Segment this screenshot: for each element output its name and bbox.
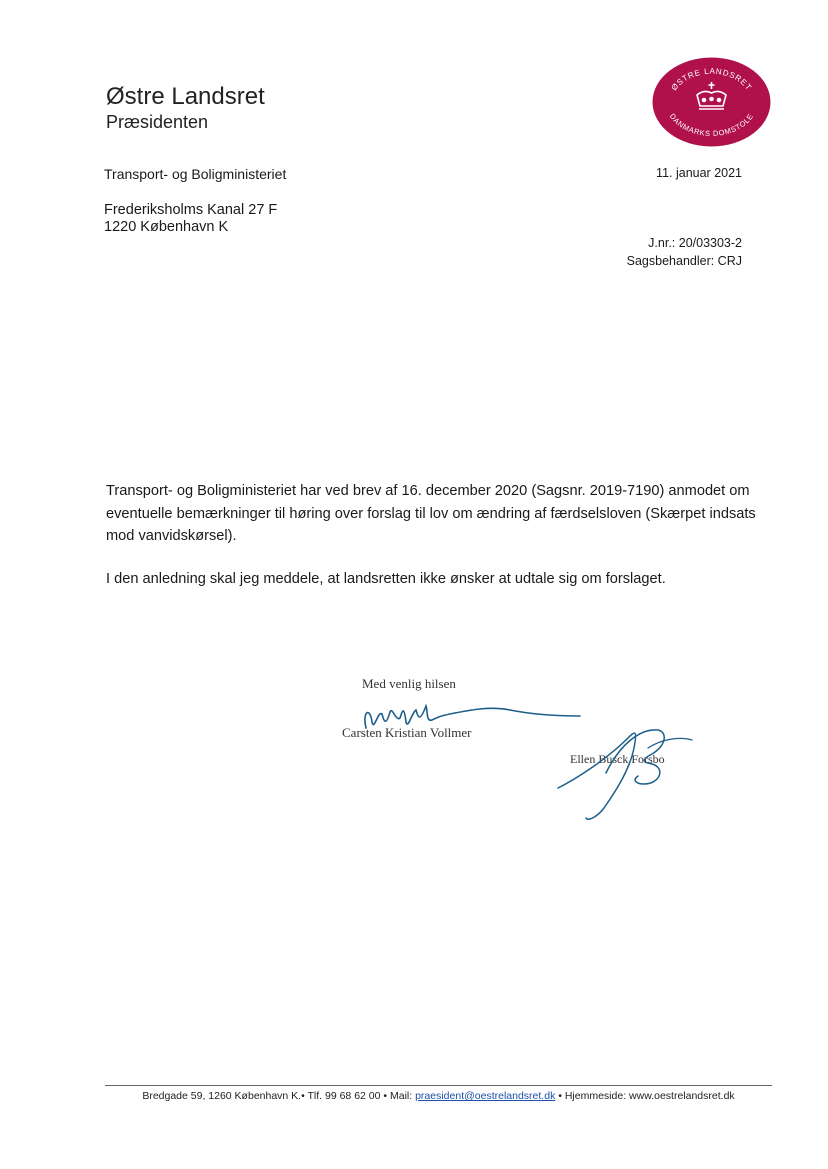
signatory-1-name: Carsten Kristian Vollmer: [342, 725, 472, 740]
closing-greeting: Med venlig hilsen: [362, 676, 456, 691]
recipient-city: 1220 København K: [104, 219, 229, 235]
seal-bottom-text: DANMARKS DOMSTOLE: [667, 111, 756, 139]
court-seal: [652, 57, 771, 147]
letter-date: 11. januar 2021: [656, 166, 742, 180]
footer-email-link[interactable]: praesident@oestrelandsret.dk: [415, 1090, 556, 1102]
seal-top-text: ØSTRE LANDSRET: [669, 66, 754, 93]
case-number: J.nr.: 20/03303-2: [648, 236, 742, 250]
office-title: Præsidenten: [106, 112, 209, 132]
letter-body: [106, 480, 771, 590]
recipient-name: Transport- og Boligministeriet: [104, 166, 287, 182]
footer-address: Bredgade 59, 1260 København K.• Tlf. 99 68 62 00 • Mail:: [142, 1090, 413, 1102]
footer: [105, 1090, 772, 1103]
court-name: Østre Landsret: [106, 83, 265, 110]
footer-website: • Hjemmeside: www.oestrelandsret.dk: [558, 1090, 735, 1102]
signature-2: [548, 718, 698, 823]
recipient-street: Frederiksholms Kanal 27 F: [104, 202, 278, 218]
footer-divider: [105, 1085, 772, 1086]
body-paragraph-1: Transport- og Boligministeriet har ved brev af 16. december 2020 (Sagsnr. 2019-7190) anmodet om eventuelle bemærkninger til høring over forslag til lov om ændring af færdselsloven (Skærpet indsats mod vanvidskørsel).: [106, 483, 756, 544]
body-paragraph-2: I den anledning skal jeg meddele, at landsretten ikke ønsker at udtale sig om forslaget.: [106, 570, 666, 587]
signatory-2-name: Ellen Busck Forsbo: [570, 752, 665, 766]
case-handler: Sagsbehandler: CRJ: [626, 254, 742, 268]
